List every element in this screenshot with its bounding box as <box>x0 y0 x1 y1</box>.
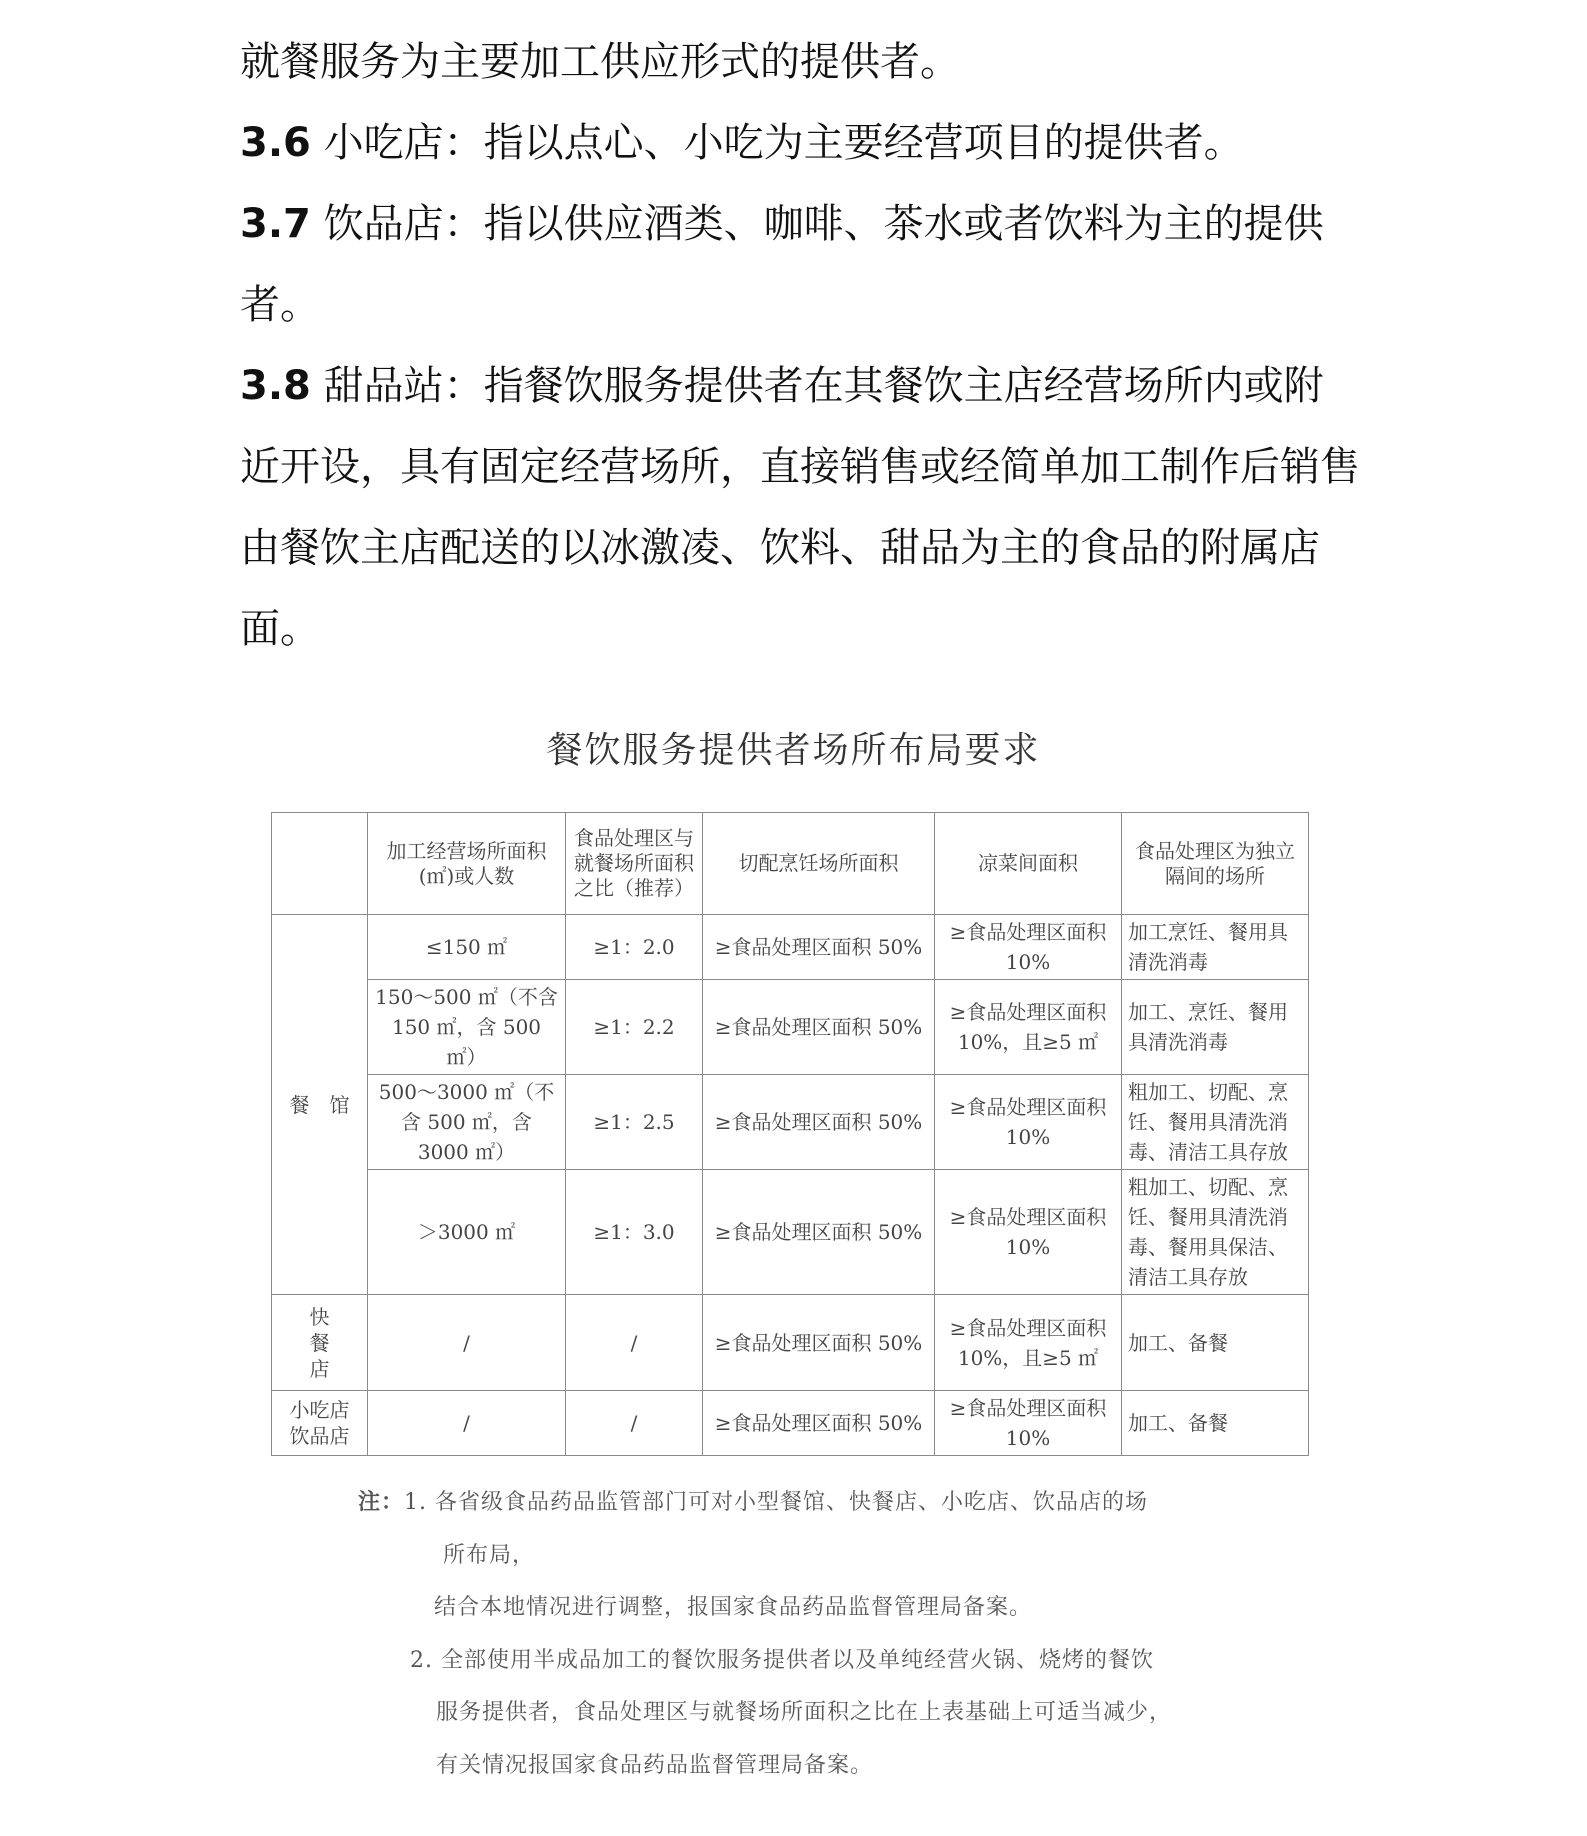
cell-separate: 加工烹饪、餐用具清洗消毒 <box>1122 915 1309 980</box>
paragraph-3-6 <box>240 103 1360 184</box>
paragraph-3-8 <box>240 346 1360 670</box>
table-row <box>272 980 1309 1075</box>
cell-area: 150～500 ㎡（不含 150 ㎡，含 500 ㎡） <box>368 980 566 1075</box>
cell-area: ≤150 ㎡ <box>368 915 566 980</box>
note-2-line-2: 服务提供者，食品处理区与就餐场所面积之比在上表基础上可适当减少， <box>436 1700 1173 1725</box>
cell-cold: ≥食品处理区面积 10%，且≥5 ㎡ <box>935 1295 1122 1391</box>
cell-ratio: ≥1：2.5 <box>566 1075 703 1170</box>
cell-separate: 粗加工、切配、烹饪、餐用具清洗消毒、清洁工具存放 <box>1122 1075 1309 1170</box>
paragraph-3-7 <box>240 184 1360 346</box>
header-cold-dish-area: 凉菜间面积 <box>935 813 1122 915</box>
header-area: 加工经营场所面积(㎡)或人数 <box>368 813 566 915</box>
table-row <box>272 1391 1309 1456</box>
header-separate-rooms: 食品处理区为独立隔间的场所 <box>1122 813 1309 915</box>
cell-cold: ≥食品处理区面积 10% <box>935 1170 1122 1295</box>
group-snack-beverage: 小吃店饮品店 <box>272 1391 368 1456</box>
group-restaurant: 餐 馆 <box>272 915 368 1295</box>
cell-cutting: ≥食品处理区面积 50% <box>703 915 935 980</box>
note-1 <box>358 1485 1148 1516</box>
paragraph-3-5-continued <box>240 22 1360 103</box>
cell-cutting: ≥食品处理区面积 50% <box>703 1295 935 1391</box>
cell-cold: ≥食品处理区面积 10% <box>935 1391 1122 1456</box>
table-row <box>272 1170 1309 1295</box>
note-2-line-3: 有关情况报国家食品药品监督管理局备案。 <box>436 1753 874 1778</box>
cell-cold: ≥食品处理区面积 10%，且≥5 ㎡ <box>935 980 1122 1075</box>
cell-area: / <box>368 1295 566 1391</box>
group-fast-food: 快餐店 <box>272 1295 368 1391</box>
table-row <box>272 1295 1309 1391</box>
note-1-line-3: 结合本地情况进行调整，报国家食品药品监督管理局备案。 <box>434 1595 1033 1620</box>
cell-ratio: / <box>566 1391 703 1456</box>
cell-area: ＞3000 ㎡ <box>368 1170 566 1295</box>
cell-ratio: ≥1：2.0 <box>566 915 703 980</box>
section-number: 3.6 <box>240 120 311 166</box>
table-title: 餐饮服务提供者场所布局要求 <box>546 730 1041 771</box>
paragraph-text: 饮品店：指以供应酒类、咖啡、茶水或者饮料为主的提供者。 <box>240 201 1324 328</box>
cell-cutting: ≥食品处理区面积 50% <box>703 1075 935 1170</box>
paragraph-text: 甜品站：指餐饮服务提供者在其餐饮主店经营场所内或附近开设，具有固定经营场所，直接销售或经简单加工制作后销售由餐饮主店配送的以冰激凌、饮料、甜品为主的食品的附属店面。 <box>240 363 1360 652</box>
cell-separate: 粗加工、切配、烹饪、餐用具清洗消毒、餐用具保洁、清洁工具存放 <box>1122 1170 1309 1295</box>
note-label: 注： <box>358 1489 405 1515</box>
cell-cutting: ≥食品处理区面积 50% <box>703 1170 935 1295</box>
table-row <box>272 915 1309 980</box>
cell-ratio: ≥1：3.0 <box>566 1170 703 1295</box>
cell-separate: 加工、备餐 <box>1122 1295 1309 1391</box>
table-header-row <box>272 813 1309 915</box>
cell-cutting: ≥食品处理区面积 50% <box>703 980 935 1075</box>
cell-cutting: ≥食品处理区面积 50% <box>703 1391 935 1456</box>
layout-requirements-table <box>271 812 1309 1456</box>
section-number: 3.7 <box>240 201 311 247</box>
header-empty-cell <box>272 813 368 915</box>
cell-area: 500～3000 ㎡（不含 500 ㎡，含 3000 ㎡） <box>368 1075 566 1170</box>
paragraph-text: 小吃店：指以点心、小吃为主要经营项目的提供者。 <box>310 120 1244 166</box>
table-row <box>272 1075 1309 1170</box>
cell-cold: ≥食品处理区面积 10% <box>935 1075 1122 1170</box>
note-1-line-2: 所布局， <box>443 1543 536 1568</box>
note-2: 2. 全部使用半成品加工的餐饮服务提供者以及单纯经营火锅、烧烤的餐饮 <box>410 1648 1154 1673</box>
cell-ratio: ≥1：2.2 <box>566 980 703 1075</box>
cell-separate: 加工、烹饪、餐用具清洗消毒 <box>1122 980 1309 1075</box>
cell-area: / <box>368 1391 566 1456</box>
header-ratio: 食品处理区与就餐场所面积之比（推荐） <box>566 813 703 915</box>
header-cutting-area: 切配烹饪场所面积 <box>703 813 935 915</box>
cell-separate: 加工、备餐 <box>1122 1391 1309 1456</box>
section-number: 3.8 <box>240 363 311 409</box>
paragraph-text: 就餐服务为主要加工供应形式的提供者。 <box>240 39 960 85</box>
cell-cold: ≥食品处理区面积 10% <box>935 915 1122 980</box>
note-text: 1. 各省级食品药品监管部门可对小型餐馆、快餐店、小吃店、饮品店的场 <box>404 1490 1149 1515</box>
cell-ratio: / <box>566 1295 703 1391</box>
